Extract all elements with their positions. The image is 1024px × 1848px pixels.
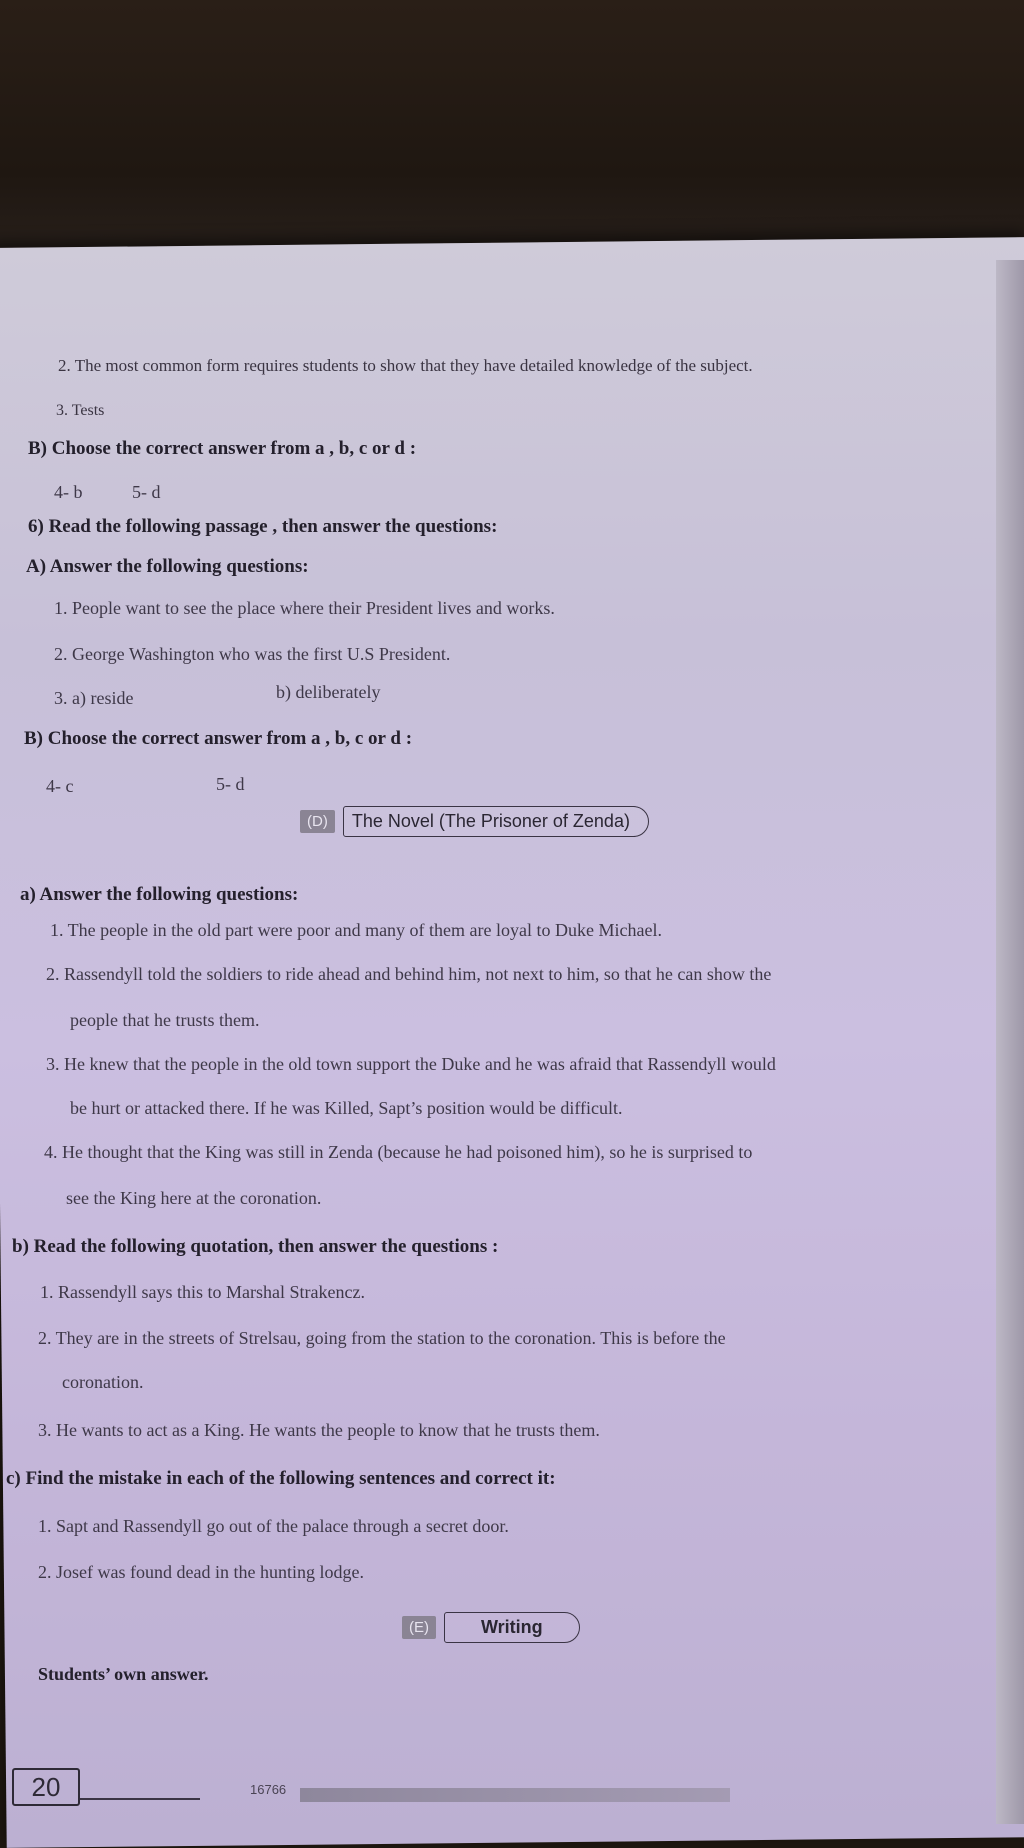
answer-line: 5- d: [132, 482, 161, 502]
section-e-heading: [402, 1612, 580, 1643]
section-tag: (D): [300, 810, 335, 833]
section-title: Writing: [444, 1612, 580, 1643]
section-heading: b) Read the following quotation, then answer the questions :: [12, 1236, 499, 1257]
answer-line: 1. Sapt and Rassendyll go out of the palace through a secret door.: [38, 1516, 509, 1536]
answer-line: coronation.: [62, 1372, 144, 1392]
answer-line: 1. People want to see the place where their President lives and works.: [54, 598, 555, 618]
section-heading: a) Answer the following questions:: [20, 884, 299, 905]
answer-line: see the King here at the coronation.: [66, 1188, 322, 1208]
section-d-heading: [300, 806, 649, 837]
section-heading: 6) Read the following passage , then answer the questions:: [28, 516, 498, 537]
footer-rule: [80, 1798, 200, 1800]
page-number: 20: [12, 1768, 80, 1806]
answer-line: 4- c: [46, 776, 74, 796]
answer-line: 5- d: [216, 774, 245, 794]
section-heading: c) Find the mistake in each of the following sentences and correct it:: [6, 1468, 556, 1489]
answer-line: 3. He knew that the people in the old town support the Duke and he was afraid that Rassendyll would: [46, 1054, 776, 1074]
answer-line: 4- b: [54, 482, 83, 502]
answer-line: 2. They are in the streets of Strelsau, going from the station to the coronation. This is before the: [38, 1328, 726, 1348]
answer-line: 2. Josef was found dead in the hunting lodge.: [38, 1562, 364, 1582]
answer-line: 3. Tests: [56, 402, 105, 419]
section-heading: Students’ own answer.: [38, 1664, 209, 1684]
answer-line: 2. Rassendyll told the soldiers to ride ahead and behind him, not next to him, so that he can show the: [46, 964, 772, 984]
section-heading: A) Answer the following questions:: [26, 556, 309, 577]
answer-line: 2. The most common form requires students to show that they have detailed knowledge of the subject.: [58, 356, 753, 375]
section-heading: B) Choose the correct answer from a , b, c or d :: [24, 728, 413, 749]
answer-line: 3. He wants to act as a King. He wants the people to know that he trusts them.: [38, 1420, 600, 1440]
answer-line: be hurt or attacked there. If he was Killed, Sapt’s position would be difficult.: [70, 1098, 623, 1118]
answer-line: 1. The people in the old part were poor and many of them are loyal to Duke Michael.: [50, 920, 662, 940]
footer-code: 16766: [250, 1782, 287, 1797]
section-tag: (E): [402, 1616, 436, 1639]
answer-line: 3. a) reside: [54, 688, 134, 708]
footer-bar: [300, 1788, 730, 1802]
page-footer: [0, 1768, 1024, 1824]
answer-line: 2. George Washington who was the first U.S President.: [54, 644, 451, 664]
answer-line: 1. Rassendyll says this to Marshal Strakencz.: [40, 1282, 365, 1302]
section-title: The Novel (The Prisoner of Zenda): [343, 806, 649, 837]
section-heading: B) Choose the correct answer from a , b, c or d :: [28, 438, 417, 459]
answer-line: b) deliberately: [276, 682, 381, 702]
answer-line: 4. He thought that the King was still in Zenda (because he had poisoned him), so he is surprised to: [44, 1142, 753, 1162]
answer-line: people that he trusts them.: [70, 1010, 260, 1030]
